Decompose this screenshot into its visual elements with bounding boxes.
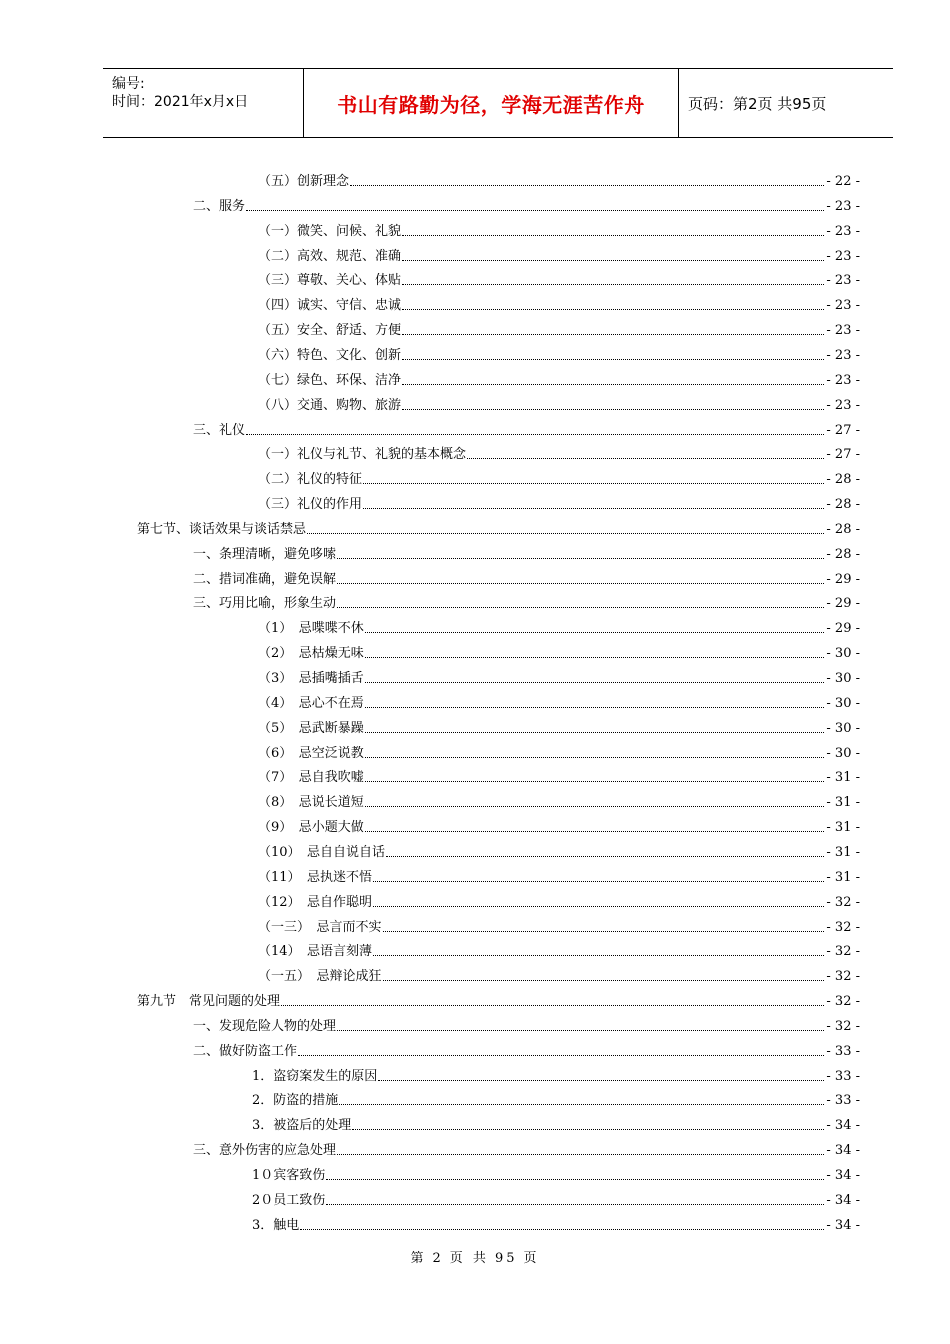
toc-entry-page: - 34 - bbox=[826, 1118, 860, 1133]
toc-entry-page: - 30 - bbox=[826, 646, 860, 661]
toc-entry-page: - 33 - bbox=[826, 1093, 860, 1108]
toc-entry[interactable] bbox=[258, 342, 860, 364]
toc-entry-page: - 33 - bbox=[826, 1069, 860, 1084]
toc-leader-dots bbox=[337, 1154, 824, 1155]
toc-entry[interactable] bbox=[137, 516, 860, 538]
toc-entry-page: - 32 - bbox=[826, 1019, 860, 1034]
footer-page-number: 2 bbox=[432, 1251, 444, 1266]
toc-leader-dots bbox=[402, 359, 824, 360]
toc-entry-title: （14） 忌语言刻薄 bbox=[258, 944, 373, 959]
toc-entry-title: 3．触电 bbox=[252, 1218, 300, 1233]
toc-entry[interactable] bbox=[258, 690, 860, 712]
toc-leader-dots bbox=[326, 1204, 824, 1205]
toc-entry[interactable] bbox=[258, 889, 860, 911]
toc-entry-page: - 28 - bbox=[826, 497, 860, 512]
toc-leader-dots bbox=[365, 632, 825, 633]
toc-entry-page: - 34 - bbox=[826, 1168, 860, 1183]
toc-entry-page: - 29 - bbox=[826, 596, 860, 611]
toc-entry-page: - 22 - bbox=[826, 174, 860, 189]
toc-entry-title: （2） 忌枯燥无味 bbox=[258, 646, 364, 661]
toc-leader-dots bbox=[339, 1104, 824, 1105]
toc-leader-dots bbox=[386, 856, 824, 857]
toc-entry[interactable] bbox=[252, 1162, 860, 1184]
toc-entry[interactable] bbox=[193, 417, 860, 439]
toc-entry[interactable] bbox=[252, 1187, 860, 1209]
toc-entry-title: （11） 忌执迷不悟 bbox=[258, 870, 373, 885]
footer-total-pages: 95 bbox=[494, 1251, 518, 1266]
toc-entry-title: （三）礼仪的作用 bbox=[258, 497, 363, 512]
toc-entry-title: 三、礼仪 bbox=[193, 423, 246, 438]
toc-entry-page: - 28 - bbox=[826, 547, 860, 562]
toc-entry-page: - 31 - bbox=[826, 845, 860, 860]
toc-entry[interactable] bbox=[193, 566, 860, 588]
toc-leader-dots bbox=[373, 881, 824, 882]
toc-entry-title: 2０员工致伤 bbox=[252, 1193, 326, 1208]
toc-entry-page: - 29 - bbox=[826, 621, 860, 636]
toc-entry-page: - 32 - bbox=[826, 895, 860, 910]
toc-entry[interactable] bbox=[193, 541, 860, 563]
toc-entry[interactable] bbox=[193, 590, 860, 612]
toc-entry[interactable] bbox=[193, 1013, 860, 1035]
toc-entry-title: 1．盗窃案发生的原因 bbox=[252, 1069, 378, 1084]
toc-entry-page: - 23 - bbox=[826, 224, 860, 239]
toc-entry[interactable] bbox=[258, 814, 860, 836]
toc-entry[interactable] bbox=[137, 988, 860, 1010]
toc-entry-title: 三、巧用比喻，形象生动 bbox=[193, 596, 337, 611]
toc-entry-page: - 27 - bbox=[826, 423, 860, 438]
toc-entry-title: 二、做好防盗工作 bbox=[193, 1044, 298, 1059]
toc-entry-page: - 34 - bbox=[826, 1143, 860, 1158]
toc-leader-dots bbox=[307, 533, 824, 534]
toc-entry-title: （七）绿色、环保、洁净 bbox=[258, 373, 402, 388]
toc-entry[interactable] bbox=[258, 168, 860, 190]
toc-entry[interactable] bbox=[252, 1063, 860, 1085]
toc-entry-title: （6） 忌空泛说教 bbox=[258, 746, 364, 761]
toc-leader-dots bbox=[365, 806, 825, 807]
toc-entry-page: - 28 - bbox=[826, 522, 860, 537]
toc-entry-page: - 31 - bbox=[826, 820, 860, 835]
toc-entry-title: （一）礼仪与礼节、礼貌的基本概念 bbox=[258, 447, 467, 462]
toc-entry-title: 二、措词准确，避免误解 bbox=[193, 572, 337, 587]
toc-leader-dots bbox=[402, 334, 824, 335]
toc-entry-page: - 23 - bbox=[826, 323, 860, 338]
toc-entry-page: - 31 - bbox=[826, 870, 860, 885]
toc-entry[interactable] bbox=[258, 392, 860, 414]
toc-entry-title: （二）高效、规范、准确 bbox=[258, 249, 402, 264]
toc-leader-dots bbox=[373, 955, 824, 956]
toc-leader-dots bbox=[350, 185, 824, 186]
toc-entry-title: 三、意外伤害的应急处理 bbox=[193, 1143, 337, 1158]
toc-entry-page: - 23 - bbox=[826, 348, 860, 363]
toc-leader-dots bbox=[300, 1229, 824, 1230]
toc-leader-dots bbox=[246, 434, 824, 435]
toc-entry[interactable] bbox=[258, 640, 860, 662]
time-label: 时间：2021年x月x日 bbox=[112, 94, 249, 110]
toc-entry-title: 二、服务 bbox=[193, 199, 246, 214]
toc-entry[interactable] bbox=[258, 292, 860, 314]
toc-entry-page: - 31 - bbox=[826, 795, 860, 810]
number-label: 编号: bbox=[112, 76, 145, 92]
toc-entry[interactable] bbox=[258, 864, 860, 886]
toc-entry-title: （一）微笑、问候、礼貌 bbox=[258, 224, 402, 239]
toc-entry[interactable] bbox=[258, 441, 860, 463]
toc-entry-page: - 23 - bbox=[826, 298, 860, 313]
toc-entry-page: - 32 - bbox=[826, 944, 860, 959]
toc-entry-title: （4） 忌心不在焉 bbox=[258, 696, 364, 711]
toc-entry[interactable] bbox=[258, 243, 860, 265]
toc-entry-title: （5） 忌武断暴躁 bbox=[258, 721, 364, 736]
toc-entry-title: （二）礼仪的特征 bbox=[258, 472, 363, 487]
toc-entry-page: - 31 - bbox=[826, 770, 860, 785]
toc-entry[interactable] bbox=[193, 1038, 860, 1060]
toc-leader-dots bbox=[352, 1129, 824, 1130]
toc-entry[interactable] bbox=[258, 218, 860, 240]
toc-leader-dots bbox=[365, 757, 825, 758]
toc-entry[interactable] bbox=[258, 839, 860, 861]
toc-leader-dots bbox=[365, 831, 825, 832]
toc-entry-title: （一三） 忌言而不实 bbox=[258, 920, 382, 935]
toc-entry-title: （9） 忌小题大做 bbox=[258, 820, 364, 835]
toc-entry-title: 1０宾客致伤 bbox=[252, 1168, 326, 1183]
toc-leader-dots bbox=[337, 583, 824, 584]
toc-entry-title: 一、条理清晰，避免哆嗦 bbox=[193, 547, 337, 562]
page-header bbox=[103, 68, 893, 138]
toc-leader-dots bbox=[281, 1005, 824, 1006]
toc-entry-page: - 23 - bbox=[826, 249, 860, 264]
toc-leader-dots bbox=[365, 682, 825, 683]
toc-leader-dots bbox=[246, 210, 824, 211]
toc-entry[interactable] bbox=[258, 367, 860, 389]
toc-entry-page: - 34 - bbox=[826, 1193, 860, 1208]
toc-entry[interactable] bbox=[258, 615, 860, 637]
toc-leader-dots bbox=[378, 1080, 824, 1081]
toc-leader-dots bbox=[365, 732, 825, 733]
toc-entry-title: 3．被盗后的处理 bbox=[252, 1118, 352, 1133]
toc-leader-dots bbox=[402, 284, 824, 285]
toc-entry-title: 2．防盗的措施 bbox=[252, 1093, 339, 1108]
toc-leader-dots bbox=[402, 309, 824, 310]
toc-leader-dots bbox=[383, 931, 825, 932]
toc-leader-dots bbox=[402, 235, 824, 236]
toc-entry-title: 一、发现危险人物的处理 bbox=[193, 1019, 337, 1034]
toc-leader-dots bbox=[337, 558, 824, 559]
toc-entry-title: （三）尊敬、关心、体贴 bbox=[258, 273, 402, 288]
toc-entry[interactable] bbox=[258, 914, 860, 936]
toc-entry-page: - 23 - bbox=[826, 398, 860, 413]
toc-leader-dots bbox=[363, 508, 824, 509]
toc-entry-page: - 23 - bbox=[826, 373, 860, 388]
toc-entry-title: （四）诚实、守信、忠诚 bbox=[258, 298, 402, 313]
toc-leader-dots bbox=[337, 1030, 824, 1031]
toc-entry-title: （8） 忌说长道短 bbox=[258, 795, 364, 810]
toc-leader-dots bbox=[373, 906, 824, 907]
toc-entry-page: - 27 - bbox=[826, 447, 860, 462]
toc-entry[interactable] bbox=[258, 764, 860, 786]
toc-entry-title: （1） 忌喋喋不休 bbox=[258, 621, 364, 636]
toc-leader-dots bbox=[365, 781, 825, 782]
page-footer bbox=[0, 1247, 950, 1266]
toc-leader-dots bbox=[402, 384, 824, 385]
toc-entry-page: - 30 - bbox=[826, 721, 860, 736]
toc-entry-title: （五）安全、舒适、方便 bbox=[258, 323, 402, 338]
toc-leader-dots bbox=[298, 1055, 824, 1056]
toc-entry[interactable] bbox=[258, 938, 860, 960]
toc-entry-title: 第九节 常见问题的处理 bbox=[137, 994, 281, 1009]
header-motto: 书山有路勤为径，学海无涯苦作舟 bbox=[303, 69, 679, 137]
toc-entry[interactable] bbox=[258, 715, 860, 737]
toc-entry-page: - 23 - bbox=[826, 273, 860, 288]
toc-leader-dots bbox=[337, 607, 824, 608]
toc-entry-page: - 30 - bbox=[826, 696, 860, 711]
toc-leader-dots bbox=[365, 657, 825, 658]
toc-entry[interactable] bbox=[252, 1087, 860, 1109]
toc-entry-title: （六）特色、文化、创新 bbox=[258, 348, 402, 363]
toc-entry-page: - 28 - bbox=[826, 472, 860, 487]
footer-mid: 页 共 bbox=[449, 1251, 489, 1266]
toc-entry-title: （一五） 忌辩论成狂 bbox=[258, 969, 382, 984]
toc-leader-dots bbox=[383, 980, 825, 981]
toc-entry-title: （12） 忌自作聪明 bbox=[258, 895, 373, 910]
footer-prefix: 第 bbox=[410, 1251, 427, 1266]
toc-entry[interactable] bbox=[258, 789, 860, 811]
toc-entry[interactable] bbox=[258, 466, 860, 488]
toc-entry[interactable] bbox=[258, 317, 860, 339]
toc-entry[interactable] bbox=[252, 1212, 860, 1234]
toc-entry[interactable] bbox=[258, 963, 860, 985]
toc-entry-page: - 32 - bbox=[826, 920, 860, 935]
toc-entry-title: 第七节、谈话效果与谈话禁忌 bbox=[137, 522, 307, 537]
toc-entry[interactable] bbox=[258, 665, 860, 687]
toc-entry-page: - 33 - bbox=[826, 1044, 860, 1059]
toc-entry[interactable] bbox=[258, 740, 860, 762]
toc-entry-title: （7） 忌自我吹嘘 bbox=[258, 770, 364, 785]
header-meta bbox=[103, 69, 303, 137]
header-page-code: 页码：第2页 共95页 bbox=[688, 94, 827, 113]
toc-leader-dots bbox=[402, 409, 824, 410]
toc-entry[interactable] bbox=[258, 491, 860, 513]
toc-entry-title: （10） 忌自自说自话 bbox=[258, 845, 386, 860]
toc-entry[interactable] bbox=[193, 193, 860, 215]
toc-leader-dots bbox=[326, 1179, 824, 1180]
toc-leader-dots bbox=[402, 260, 824, 261]
toc-entry[interactable] bbox=[252, 1112, 860, 1134]
toc-entry-title: （五）创新理念 bbox=[258, 174, 350, 189]
footer-suffix: 页 bbox=[523, 1251, 540, 1266]
toc-entry-title: （3） 忌插嘴插舌 bbox=[258, 671, 364, 686]
toc-leader-dots bbox=[467, 458, 824, 459]
toc-entry-page: - 30 - bbox=[826, 671, 860, 686]
toc-entry[interactable] bbox=[258, 267, 860, 289]
toc-entry-page: - 32 - bbox=[826, 969, 860, 984]
toc-entry-title: （八）交通、购物、旅游 bbox=[258, 398, 402, 413]
toc-leader-dots bbox=[365, 707, 825, 708]
toc-entry-page: - 32 - bbox=[826, 994, 860, 1009]
toc-entry-page: - 30 - bbox=[826, 746, 860, 761]
toc-leader-dots bbox=[363, 483, 824, 484]
toc-entry-page: - 29 - bbox=[826, 572, 860, 587]
toc-entry-page: - 23 - bbox=[826, 199, 860, 214]
toc-entry[interactable] bbox=[193, 1137, 860, 1159]
toc-entry-page: - 34 - bbox=[826, 1218, 860, 1233]
